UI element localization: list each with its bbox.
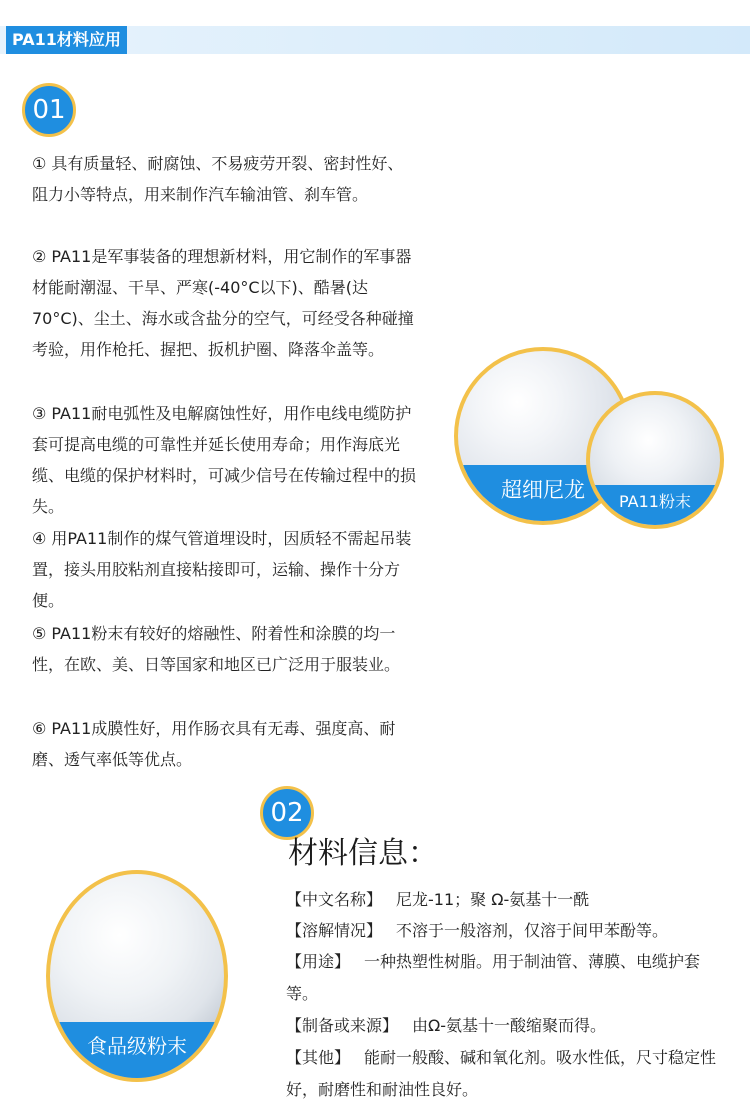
info-key: 【用途】 xyxy=(286,952,351,971)
paragraph-4: ④ 用PA11制作的煤气管道埋设时，因质轻不需起吊装置，接头用胶粘剂直接粘接即可，运输、操作十分方便。 xyxy=(32,529,412,610)
paragraph-5: ⑤ PA11粉末有较好的熔融性、附着性和涂膜的均一性，在欧、美、日等国家和地区已广泛用于服装业。 xyxy=(32,624,401,674)
section-title: 材料信息： xyxy=(288,836,438,871)
photo-caption: 超细尼龙 xyxy=(458,465,628,521)
pa11-powder-photo xyxy=(586,391,724,529)
info-value: 能耐一般酸、碱和氧化剂。吸水性低，尺寸稳定性好，耐磨性和耐油性良好。 xyxy=(286,1048,717,1099)
info-row xyxy=(286,946,730,1010)
food-grade-powder-photo xyxy=(46,870,228,1082)
paragraph-3: ③ PA11耐电弧性及电解腐蚀性好，用作电线电缆防护套可提高电缆的可靠性并延长使用寿命；用作海底光缆、电缆的保护材料时，可减少信号在传输过程中的损失。 xyxy=(32,404,417,516)
photo-caption: PA11粉末 xyxy=(590,485,720,525)
info-value: 由Ω-氨基十一酸缩聚而得。 xyxy=(412,1016,607,1035)
page-title: PA11材料应用 xyxy=(6,26,127,54)
info-key: 【溶解情况】 xyxy=(286,921,383,940)
info-row xyxy=(286,884,730,916)
info-value: 不溶于一般溶剂，仅溶于间甲苯酚等。 xyxy=(396,921,669,940)
info-row xyxy=(286,1010,730,1042)
info-row xyxy=(286,915,730,947)
paragraph-2: ② PA11是军事装备的理想新材料，用它制作的军事器材能耐潮湿、干旱、严寒(-40°C以下)、酷暑(达70°C)、尘土、海水或含盐分的空气，可经受各种碰撞考验，用作枪托、握把、扳机护圈、降落伞盖等。 xyxy=(32,247,414,359)
info-value: 一种热塑性树脂。用于制油管、薄膜、电缆护套等。 xyxy=(286,952,701,1003)
info-row xyxy=(286,1042,730,1106)
info-value: 尼龙-11；聚 Ω-氨基十一酰 xyxy=(396,890,590,909)
paragraph-6: ⑥ PA11成膜性好，用作肠衣具有无毒、强度高、耐磨、透气率低等优点。 xyxy=(32,719,396,769)
info-key: 【其他】 xyxy=(286,1048,351,1067)
info-key: 【中文名称】 xyxy=(286,890,383,909)
photo-caption: 食品级粉末 xyxy=(50,1022,224,1078)
section-number-badge: 01 xyxy=(22,83,76,137)
info-key: 【制备或来源】 xyxy=(286,1016,399,1035)
section-number-badge: 02 xyxy=(260,786,314,840)
paragraph-1: ① 具有质量轻、耐腐蚀、不易疲劳开裂、密封性好、阻力小等特点，用来制作汽车输油管、刹车管。 xyxy=(32,154,404,204)
